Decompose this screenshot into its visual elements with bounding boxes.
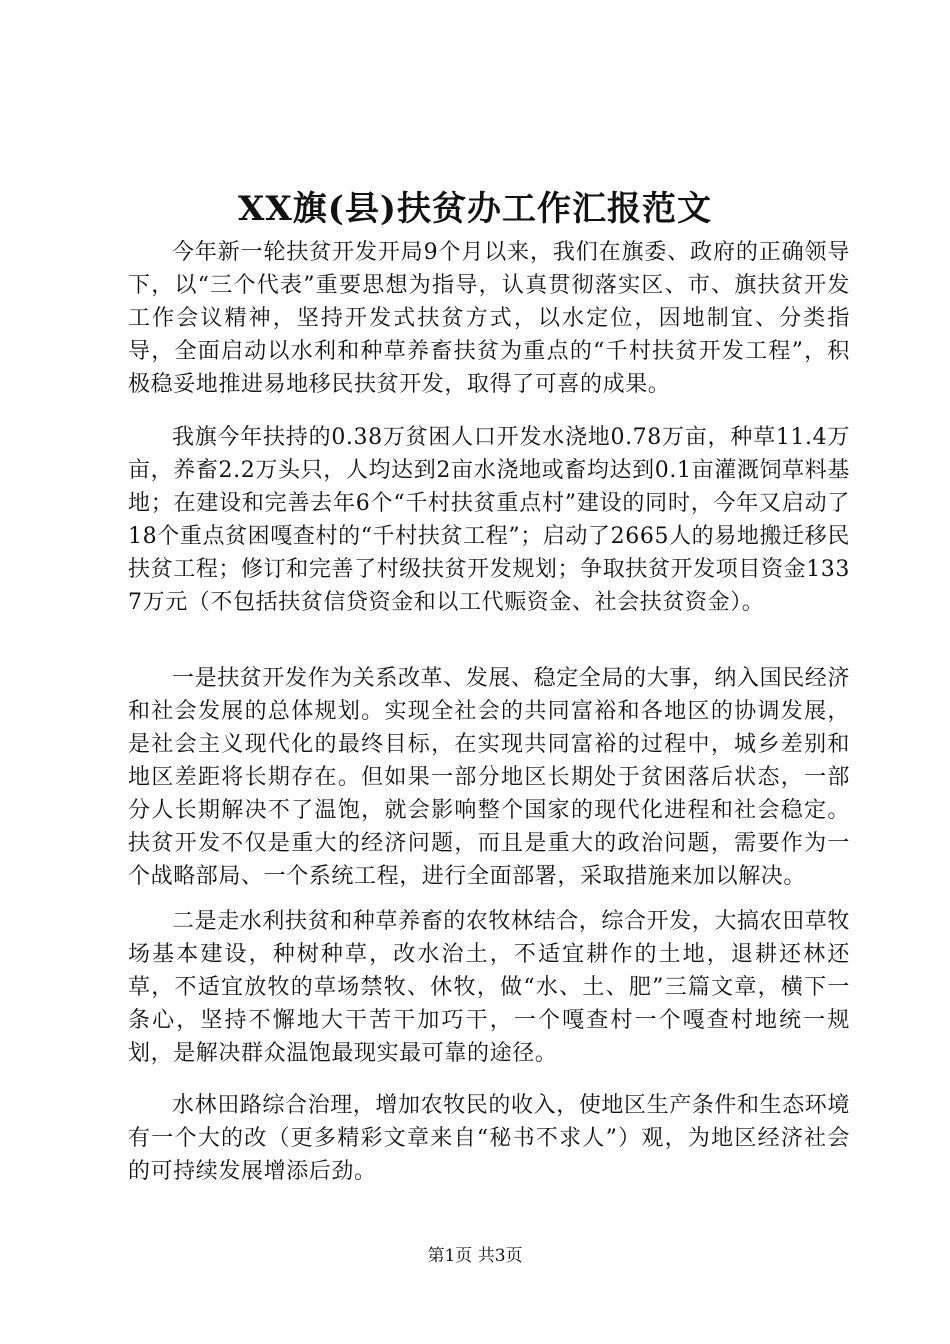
paragraph-point-one: 一是扶贫开发作为关系改革、发展、稳定全局的大事，纳入国民经济和社会发展的总体规划。实现全社会的共同富裕和各地区的协调发展，是社会主义现代化的最终目标，在实现共同富裕的过程中，城乡差别和地区差距将长期存在。但如果一部分地区长期处于贫困落后状态，一部分人长期解决不了温饱，就会影响整个国家的现代化进程和社会稳定。扶贫开发不仅是重大的经济问题，而且是重大的政治问题，需要作为一个战略部局、一个系统工程，进行全面部署，采取措施来加以解决。 <box>128 666 851 889</box>
paragraph-achievements: 我旗今年扶持的0.38万贫困人口开发水浇地0.78万亩，种草11.4万亩，养畜2.2万头只，人均达到2亩水浇地或畜均达到0.1亩灌溉饲草料基地；在建设和完善去年6个“千村扶贫重点村”建设的同时，今年又启动了18个重点贫困嘎查村的“千村扶贫工程”；启动了2665人的易地搬迁移民扶贫工程；修订和完善了村级扶贫开发规划；争取扶贫开发项目资金1337万元（不包括扶贫信贷资金和以工代赈资金、社会扶贫资金）。 <box>128 425 850 615</box>
paragraph-intro: 今年新一轮扶贫开发开局9个月以来，我们在旗委、政府的正确领导下，以“三个代表”重要思想为指导，认真贯彻落实区、市、旗扶贫开发工作会议精神，坚持开发式扶贫方式，以水定位，因地制宜、分类指导，全面启动以水利和种草养畜扶贫为重点的“千村扶贫开发工程”，积极稳妥地推进易地移民扶贫开发，取得了可喜的成果。 <box>128 240 850 397</box>
page-number-footer: 第1页 共3页 <box>427 1246 523 1266</box>
document-title: XX旗(县)扶贫办工作汇报范文 <box>238 189 712 229</box>
paragraph-comprehensive-treatment: 水林田路综合治理，增加农牧民的收入，使地区生产条件和生态环境有一个大的改（更多精彩文章来自“秘书不求人”）观，为地区经济社会的可持续发展增添后劲。 <box>128 1093 851 1184</box>
paragraph-point-two: 二是走水利扶贫和种草养畜的农牧林结合，综合开发，大搞农田草牧场基本建设，种树种草，改水治土，不适宜耕作的土地，退耕还林还草，不适宜放牧的草场禁牧、休牧，做“水、土、肥”三篇文章，横下一条心，坚持不懈地大干苦干加巧干，一个嘎查村一个嘎查村地统一规划，是解决群众温饱最现实最可靠的途径。 <box>128 909 851 1066</box>
